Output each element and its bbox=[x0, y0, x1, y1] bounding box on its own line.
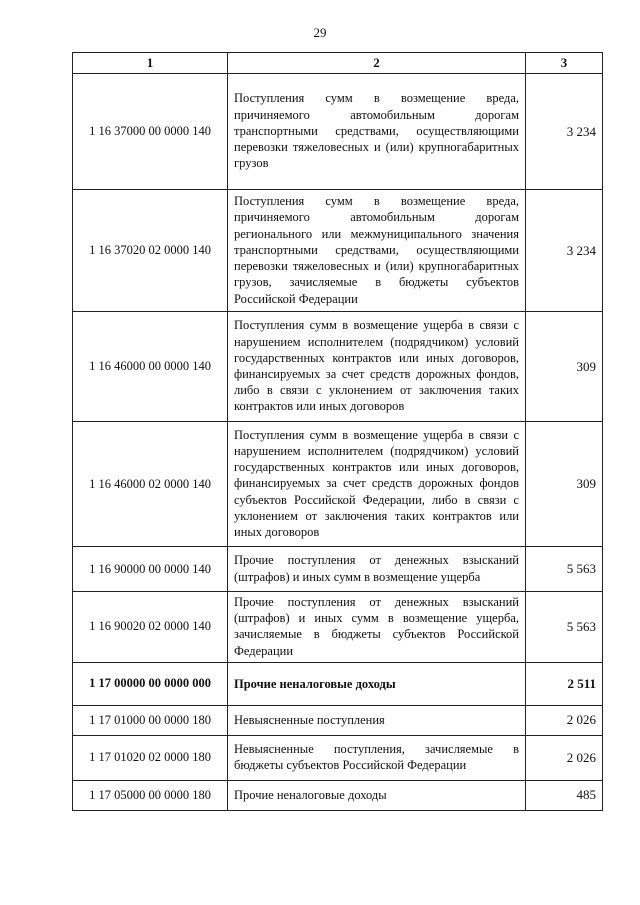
code-cell: 1 16 90020 02 0000 140 bbox=[73, 592, 228, 663]
page-number: 29 bbox=[313, 25, 327, 40]
table-row bbox=[73, 735, 603, 780]
code-cell: 1 17 01000 00 0000 180 bbox=[73, 705, 228, 735]
table-row bbox=[73, 662, 603, 705]
amount-cell: 2 026 bbox=[526, 735, 603, 780]
table-row bbox=[73, 74, 603, 190]
name-cell: Прочие неналоговые доходы bbox=[228, 662, 526, 705]
amount-cell: 309 bbox=[526, 312, 603, 422]
table-row bbox=[73, 780, 603, 810]
code-cell: 1 16 37020 02 0000 140 bbox=[73, 190, 228, 312]
name-cell: Прочие поступления от денежных взысканий (штрафов) и иных сумм в возмещение ущерба bbox=[228, 547, 526, 592]
amount-cell: 309 bbox=[526, 422, 603, 547]
table-row bbox=[73, 312, 603, 422]
name-cell: Прочие поступления от денежных взысканий (штрафов) и иных сумм в возмещение ущерба, зачисляемые в бюджеты субъектов Российской Федерации bbox=[228, 592, 526, 663]
amount-cell: 5 563 bbox=[526, 592, 603, 663]
name-cell: Прочие неналоговые доходы bbox=[228, 780, 526, 810]
column-header-3: 3 bbox=[526, 53, 603, 74]
name-cell: Поступления сумм в возмещение ущерба в связи с нарушением исполнителем (подрядчиком) условий государственных контрактов или иных договоров, финансируемых за счет средств дорожных фондов субъектов Российской Федерации, либо в связи с уклонением от заключения таких контрактов или иных договоров bbox=[228, 422, 526, 547]
column-header-2: 2 bbox=[228, 53, 526, 74]
amount-cell: 3 234 bbox=[526, 190, 603, 312]
name-cell: Поступления сумм в возмещение ущерба в связи с нарушением исполнителем (подрядчиком) условий государственных контрактов или иных договоров, финансируемых за счет средств дорожных фондов, либо в связи с уклонением от заключения таких контрактов или иных договоров bbox=[228, 312, 526, 422]
column-header-1: 1 bbox=[73, 53, 228, 74]
amount-cell: 3 234 bbox=[526, 74, 603, 190]
table-row bbox=[73, 190, 603, 312]
budget-table bbox=[72, 52, 603, 811]
table-row bbox=[73, 547, 603, 592]
code-cell: 1 17 00000 00 0000 000 bbox=[73, 662, 228, 705]
code-cell: 1 16 46000 02 0000 140 bbox=[73, 422, 228, 547]
amount-cell: 5 563 bbox=[526, 547, 603, 592]
code-cell: 1 17 05000 00 0000 180 bbox=[73, 780, 228, 810]
amount-cell: 485 bbox=[526, 780, 603, 810]
name-cell: Поступления сумм в возмещение вреда, причиняемого автомобильным дорогам регионального или межмуниципального значения транспортными средствами, осуществляющими перевозки тяжеловесных и (или) крупногабаритных грузов, зачисляемые в бюджеты субъектов Российской Федерации bbox=[228, 190, 526, 312]
code-cell: 1 16 90000 00 0000 140 bbox=[73, 547, 228, 592]
name-cell: Поступления сумм в возмещение вреда, причиняемого автомобильным дорогам транспортными средствами, осуществляющими перевозки тяжеловесных и (или) крупногабаритных грузов bbox=[228, 74, 526, 190]
amount-cell: 2 511 bbox=[526, 662, 603, 705]
name-cell: Невыясненные поступления bbox=[228, 705, 526, 735]
table-body bbox=[73, 74, 603, 811]
code-cell: 1 17 01020 02 0000 180 bbox=[73, 735, 228, 780]
name-cell: Невыясненные поступления, зачисляемые в бюджеты субъектов Российской Федерации bbox=[228, 735, 526, 780]
amount-cell: 2 026 bbox=[526, 705, 603, 735]
table-row bbox=[73, 422, 603, 547]
code-cell: 1 16 46000 00 0000 140 bbox=[73, 312, 228, 422]
table-row bbox=[73, 705, 603, 735]
code-cell: 1 16 37000 00 0000 140 bbox=[73, 74, 228, 190]
table-row bbox=[73, 592, 603, 663]
table-header-row bbox=[73, 53, 603, 74]
